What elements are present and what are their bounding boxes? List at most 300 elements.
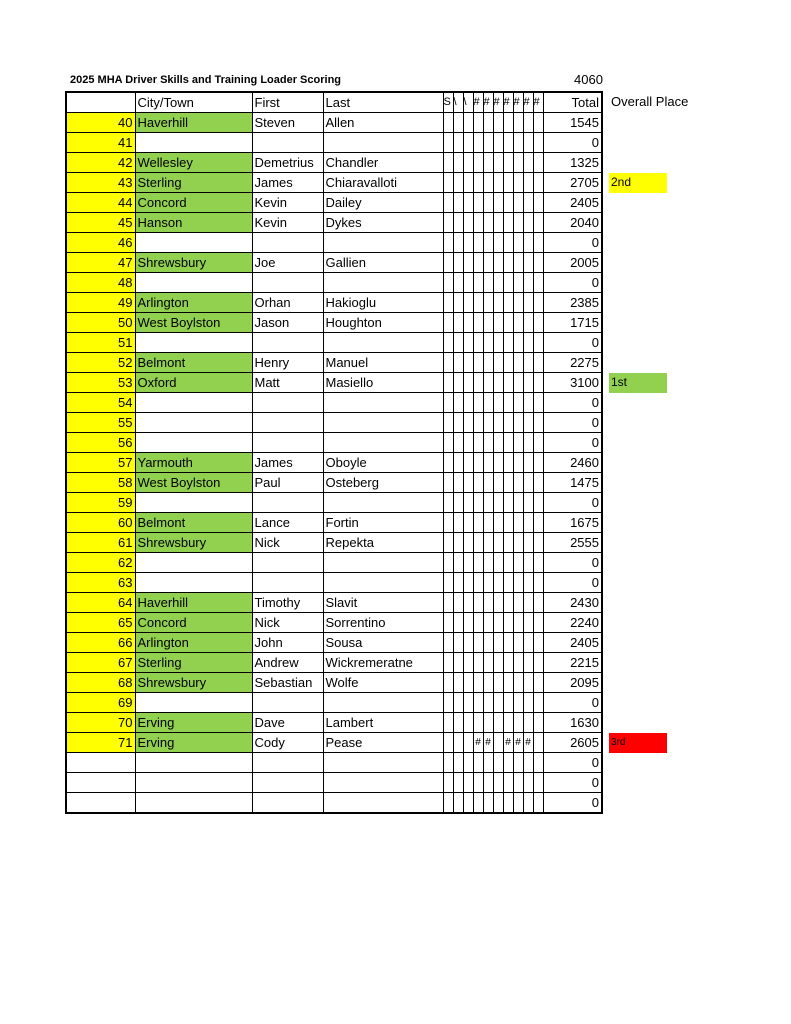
row-score: [493, 113, 503, 133]
row-score: [483, 613, 493, 633]
row-score: [533, 393, 543, 413]
row-city: [135, 493, 252, 513]
header-score: #: [533, 92, 543, 113]
row-last-name: Fortin: [323, 513, 443, 533]
table-row: [66, 193, 602, 213]
row-score: [463, 333, 473, 353]
row-score: [493, 673, 503, 693]
row-score: [513, 513, 523, 533]
row-number: [66, 773, 135, 793]
table-row: [66, 453, 602, 473]
row-score: [533, 653, 543, 673]
row-score: [453, 613, 463, 633]
place-marker: 1st: [609, 373, 667, 393]
row-score: #: [473, 733, 483, 753]
row-score: [483, 313, 493, 333]
row-last-name: [323, 753, 443, 773]
row-number: 59: [66, 493, 135, 513]
row-score: [463, 533, 473, 553]
row-score: [503, 573, 513, 593]
row-total: 3100: [543, 373, 602, 393]
row-number: 63: [66, 573, 135, 593]
row-score: [483, 113, 493, 133]
row-score: [443, 253, 453, 273]
row-total: 2555: [543, 533, 602, 553]
row-number: 65: [66, 613, 135, 633]
row-total: 1325: [543, 153, 602, 173]
row-score: [503, 753, 513, 773]
row-number: 52: [66, 353, 135, 373]
table-row: [66, 333, 602, 353]
row-score: [453, 753, 463, 773]
row-first-name: [252, 573, 323, 593]
row-score: [473, 293, 483, 313]
row-score: [463, 133, 473, 153]
row-score: [513, 153, 523, 173]
row-score: [443, 673, 453, 693]
table-row: [66, 533, 602, 553]
table-row: [66, 473, 602, 493]
row-total: 1630: [543, 713, 602, 733]
row-score: [513, 493, 523, 513]
header-total: Total: [543, 92, 602, 113]
header-number: [66, 92, 135, 113]
row-score: [443, 553, 453, 573]
row-score: [453, 153, 463, 173]
row-score: [483, 133, 493, 153]
row-score: [513, 313, 523, 333]
row-score: [513, 653, 523, 673]
row-number: 66: [66, 633, 135, 653]
row-total: 0: [543, 413, 602, 433]
row-last-name: [323, 493, 443, 513]
row-score: [523, 413, 533, 433]
row-first-name: Joe: [252, 253, 323, 273]
row-first-name: James: [252, 173, 323, 193]
row-score: [503, 233, 513, 253]
row-score: [443, 393, 453, 413]
row-score: [473, 433, 483, 453]
row-total: 2040: [543, 213, 602, 233]
row-city: Belmont: [135, 353, 252, 373]
row-score: [493, 453, 503, 473]
row-score: [463, 653, 473, 673]
row-total: 0: [543, 773, 602, 793]
row-last-name: [323, 793, 443, 814]
row-score: [483, 393, 493, 413]
row-score: [513, 213, 523, 233]
row-score: [513, 453, 523, 473]
row-score: [483, 273, 493, 293]
row-city: [135, 273, 252, 293]
row-number: 58: [66, 473, 135, 493]
row-score: [483, 193, 493, 213]
row-score: [453, 673, 463, 693]
header-last: Last: [323, 92, 443, 113]
table-row: [66, 513, 602, 533]
row-score: [503, 773, 513, 793]
row-score: [473, 573, 483, 593]
row-score: [503, 593, 513, 613]
row-score: [513, 693, 523, 713]
row-score: [503, 253, 513, 273]
row-score: [453, 633, 463, 653]
row-score: [493, 293, 503, 313]
row-score: [453, 793, 463, 814]
row-score: [513, 393, 523, 413]
row-score: [523, 173, 533, 193]
row-score: [483, 793, 493, 814]
row-score: [453, 353, 463, 373]
row-score: [453, 773, 463, 793]
table-row: [66, 673, 602, 693]
row-score: [503, 413, 513, 433]
row-score: [533, 533, 543, 553]
row-score: [483, 353, 493, 373]
row-total: 0: [543, 493, 602, 513]
row-total: 2405: [543, 193, 602, 213]
row-score: [513, 673, 523, 693]
row-score: [463, 733, 473, 753]
row-number: 61: [66, 533, 135, 553]
row-last-name: [323, 553, 443, 573]
row-first-name: Kevin: [252, 213, 323, 233]
row-last-name: [323, 433, 443, 453]
row-score: [503, 373, 513, 393]
row-number: 56: [66, 433, 135, 453]
row-number: 50: [66, 313, 135, 333]
row-score: [463, 353, 473, 373]
row-score: [443, 293, 453, 313]
row-city: [135, 553, 252, 573]
row-score: [483, 473, 493, 493]
row-score: [483, 373, 493, 393]
row-city: [135, 693, 252, 713]
row-score: [493, 333, 503, 353]
row-score: [513, 613, 523, 633]
row-first-name: Paul: [252, 473, 323, 493]
row-score: [473, 153, 483, 173]
row-score: [533, 453, 543, 473]
row-score: [493, 173, 503, 193]
row-score: [463, 393, 473, 413]
row-score: [483, 213, 493, 233]
row-score: [533, 573, 543, 593]
row-score: [493, 433, 503, 453]
row-score: #: [513, 733, 523, 753]
row-score: [483, 333, 493, 353]
row-score: [483, 493, 493, 513]
row-score: [533, 313, 543, 333]
row-number: 68: [66, 673, 135, 693]
row-city: [135, 753, 252, 773]
row-score: [443, 573, 453, 593]
row-last-name: Chiaravalloti: [323, 173, 443, 193]
table-row: [66, 113, 602, 133]
row-last-name: [323, 413, 443, 433]
row-score: [443, 513, 453, 533]
row-score: [483, 513, 493, 533]
row-score: [463, 753, 473, 773]
table-row: [66, 653, 602, 673]
row-score: [473, 773, 483, 793]
row-score: [503, 153, 513, 173]
row-number: 45: [66, 213, 135, 233]
table-row: [66, 693, 602, 713]
row-score: [523, 653, 533, 673]
row-city: Belmont: [135, 513, 252, 533]
row-city: Yarmouth: [135, 453, 252, 473]
row-last-name: Wolfe: [323, 673, 443, 693]
row-score: [473, 673, 483, 693]
row-score: [533, 753, 543, 773]
row-score: [533, 593, 543, 613]
row-score: [453, 333, 463, 353]
row-city: [135, 793, 252, 814]
row-score: [443, 213, 453, 233]
row-score: [453, 373, 463, 393]
row-score: [453, 493, 463, 513]
row-score: [453, 573, 463, 593]
row-score: [453, 173, 463, 193]
row-score: [483, 713, 493, 733]
row-score: [533, 553, 543, 573]
row-total: 2430: [543, 593, 602, 613]
row-first-name: [252, 413, 323, 433]
row-score: [503, 333, 513, 353]
row-score: [473, 453, 483, 473]
row-first-name: [252, 693, 323, 713]
header-city: City/Town: [135, 92, 252, 113]
row-city: [135, 233, 252, 253]
row-score: [503, 473, 513, 493]
row-score: [463, 673, 473, 693]
row-first-name: James: [252, 453, 323, 473]
row-city: West Boylston: [135, 473, 252, 493]
row-score: [523, 753, 533, 773]
row-score: [483, 233, 493, 253]
row-score: [503, 633, 513, 653]
row-score: [533, 673, 543, 693]
row-score: [533, 433, 543, 453]
row-score: [493, 713, 503, 733]
row-score: [493, 193, 503, 213]
row-score: [463, 713, 473, 733]
header-score: #: [503, 92, 513, 113]
row-score: [443, 713, 453, 733]
row-score: [473, 793, 483, 814]
row-score: [463, 273, 473, 293]
row-score: [463, 413, 473, 433]
row-score: [493, 793, 503, 814]
row-number: 54: [66, 393, 135, 413]
row-score: [493, 353, 503, 373]
row-city: [135, 333, 252, 353]
row-score: [513, 773, 523, 793]
row-total: 0: [543, 553, 602, 573]
row-score: [523, 793, 533, 814]
row-score: [443, 193, 453, 213]
row-score: [503, 273, 513, 293]
row-first-name: Andrew: [252, 653, 323, 673]
row-number: 49: [66, 293, 135, 313]
row-score: [493, 693, 503, 713]
row-score: [463, 493, 473, 513]
place-marker: 2nd: [609, 173, 667, 193]
row-score: [513, 473, 523, 493]
row-score: [473, 193, 483, 213]
row-score: [533, 773, 543, 793]
row-score: [503, 653, 513, 673]
row-total: 0: [543, 233, 602, 253]
row-last-name: [323, 273, 443, 293]
row-number: 64: [66, 593, 135, 613]
row-score: [513, 373, 523, 393]
row-score: [443, 173, 453, 193]
row-score: [493, 413, 503, 433]
header-row: [66, 92, 602, 113]
row-score: [473, 313, 483, 333]
row-score: [483, 553, 493, 573]
row-score: [523, 573, 533, 593]
row-last-name: Houghton: [323, 313, 443, 333]
header-score: \: [463, 92, 473, 113]
row-score: [453, 273, 463, 293]
row-city: West Boylston: [135, 313, 252, 333]
row-total: 0: [543, 753, 602, 773]
row-score: [463, 193, 473, 213]
row-last-name: Lambert: [323, 713, 443, 733]
row-score: [493, 513, 503, 533]
row-total: 2275: [543, 353, 602, 373]
row-total: 2095: [543, 673, 602, 693]
row-first-name: Henry: [252, 353, 323, 373]
row-first-name: [252, 233, 323, 253]
row-last-name: Dailey: [323, 193, 443, 213]
row-score: [523, 233, 533, 253]
row-first-name: [252, 333, 323, 353]
row-first-name: [252, 133, 323, 153]
row-city: Shrewsbury: [135, 253, 252, 273]
row-last-name: Wickremeratne: [323, 653, 443, 673]
row-score: [533, 613, 543, 633]
row-score: [523, 213, 533, 233]
row-score: [533, 793, 543, 814]
row-score: [533, 133, 543, 153]
row-score: [523, 473, 533, 493]
row-score: [493, 773, 503, 793]
row-score: [483, 573, 493, 593]
row-score: [483, 453, 493, 473]
row-score: [503, 393, 513, 413]
row-score: [533, 273, 543, 293]
row-score: [463, 613, 473, 633]
row-score: [453, 733, 463, 753]
row-score: [473, 633, 483, 653]
row-score: [513, 413, 523, 433]
row-number: 41: [66, 133, 135, 153]
row-score: [513, 553, 523, 573]
row-score: [443, 313, 453, 333]
row-score: [443, 653, 453, 673]
row-score: [473, 473, 483, 493]
row-score: [533, 353, 543, 373]
row-score: [443, 693, 453, 713]
row-first-name: Sebastian: [252, 673, 323, 693]
row-score: [493, 233, 503, 253]
table-row: [66, 413, 602, 433]
overall-place-header: Overall Place: [611, 94, 689, 109]
row-first-name: [252, 553, 323, 573]
header-score: #: [473, 92, 483, 113]
row-score: [463, 593, 473, 613]
row-last-name: Pease: [323, 733, 443, 753]
row-total: 0: [543, 273, 602, 293]
row-last-name: Osteberg: [323, 473, 443, 493]
header-score: #: [513, 92, 523, 113]
row-last-name: Sousa: [323, 633, 443, 653]
row-total: 2705: [543, 173, 602, 193]
row-score: [513, 293, 523, 313]
table-row: [66, 313, 602, 333]
row-number: 42: [66, 153, 135, 173]
row-score: [443, 453, 453, 473]
row-score: [443, 353, 453, 373]
row-last-name: Allen: [323, 113, 443, 133]
row-score: [513, 793, 523, 814]
row-score: [523, 333, 533, 353]
row-score: [443, 753, 453, 773]
row-city: Erving: [135, 713, 252, 733]
row-last-name: Dykes: [323, 213, 443, 233]
scoring-table: [65, 91, 603, 814]
row-score: [473, 493, 483, 513]
table-row: [66, 733, 602, 753]
row-score: [473, 253, 483, 273]
row-score: [463, 433, 473, 453]
row-score: [493, 573, 503, 593]
row-score: [483, 173, 493, 193]
row-score: [483, 153, 493, 173]
row-city: [135, 573, 252, 593]
row-score: [453, 213, 463, 233]
row-first-name: [252, 433, 323, 453]
row-number: 69: [66, 693, 135, 713]
row-total: 0: [543, 133, 602, 153]
row-score: [463, 773, 473, 793]
row-score: [523, 453, 533, 473]
row-score: [533, 213, 543, 233]
row-score: [533, 413, 543, 433]
row-score: [533, 733, 543, 753]
row-number: 46: [66, 233, 135, 253]
row-score: [503, 713, 513, 733]
row-score: [453, 253, 463, 273]
row-last-name: [323, 393, 443, 413]
table-row: [66, 573, 602, 593]
row-city: [135, 433, 252, 453]
table-row: [66, 593, 602, 613]
header-score: #: [483, 92, 493, 113]
row-city: Haverhill: [135, 113, 252, 133]
row-score: [463, 373, 473, 393]
row-score: [523, 593, 533, 613]
row-number: 57: [66, 453, 135, 473]
row-score: [483, 653, 493, 673]
row-score: [463, 473, 473, 493]
row-city: [135, 393, 252, 413]
row-last-name: Sorrentino: [323, 613, 443, 633]
